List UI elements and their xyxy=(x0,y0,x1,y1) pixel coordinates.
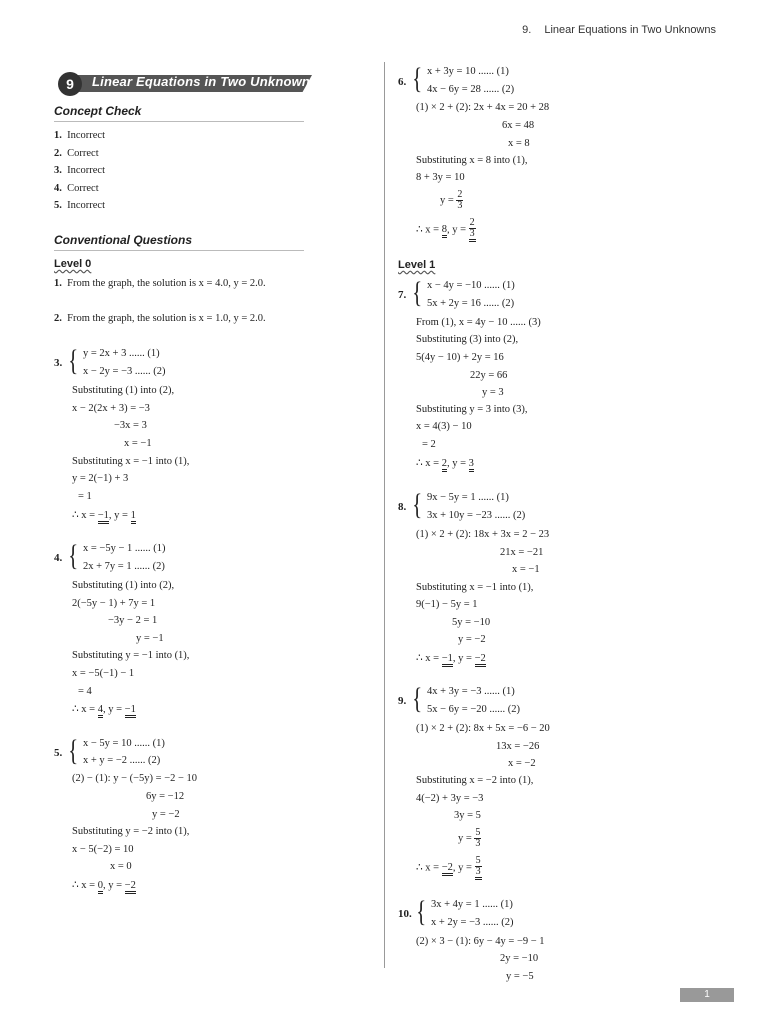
step: x = 8 xyxy=(508,138,530,149)
step: 21x = −21 xyxy=(500,547,544,558)
answer: ∴ x = −2, y = $\frac{5}{3}$ xyxy=(416,856,482,880)
question-2: 2. From the graph, the solution is x = 1.0, y = 2.0. xyxy=(54,313,266,324)
equation: y = 2x + 3 ...... (1) xyxy=(83,348,160,359)
step: Substituting y = −1 into (1), xyxy=(72,650,190,661)
question-6-number: 6. xyxy=(398,76,407,88)
answer: ∴ x = 0, y = −2 xyxy=(72,879,136,891)
step: 9(−1) − 5y = 1 xyxy=(416,599,478,610)
step: 13x = −26 xyxy=(496,741,540,752)
step: Substituting y = 3 into (3), xyxy=(416,404,528,415)
answer: ∴ x = −1, y = −2 xyxy=(416,652,486,664)
question-5-number: 5. xyxy=(54,747,63,759)
question-9-number: 9. xyxy=(398,695,407,707)
brace: { xyxy=(412,62,423,95)
step: 5(4y − 10) + 2y = 16 xyxy=(416,352,504,363)
concept-item: 3. Incorrect xyxy=(54,165,106,176)
step: 3y = 5 xyxy=(454,810,481,821)
step: x − 5(−2) = 10 xyxy=(72,844,134,855)
step: (2) × 3 − (1): 6y − 4y = −9 − 1 xyxy=(416,936,545,947)
equation: 9x − 5y = 1 ...... (1) xyxy=(427,492,509,503)
answer: ∴ x = 2, y = 3 xyxy=(416,457,474,469)
chapter-badge: 9 xyxy=(58,72,82,96)
step: x = 4(3) − 10 xyxy=(416,421,472,432)
step: (1) × 2 + (2): 2x + 4x = 20 + 28 xyxy=(416,102,550,113)
step: 2y = −10 xyxy=(500,953,539,964)
concept-item: 5. Incorrect xyxy=(54,200,106,211)
brace: { xyxy=(416,895,427,928)
step: y = −5 xyxy=(506,971,534,982)
page-number: 1 xyxy=(680,988,734,1002)
level-1-heading: Level 1 xyxy=(398,259,436,271)
level-0-heading: Level 0 xyxy=(54,258,92,270)
brace: { xyxy=(68,734,79,767)
equation: x = −5y − 1 ...... (1) xyxy=(83,543,166,554)
step: Substituting x = −2 into (1), xyxy=(416,775,534,786)
answer: ∴ x = 8, y = $\frac{2}{3}$ xyxy=(416,218,476,242)
question-8-number: 8. xyxy=(398,501,407,513)
step: (1) × 2 + (2): 8x + 5x = −6 − 20 xyxy=(416,723,550,734)
equation: 4x + 3y = −3 ...... (1) xyxy=(427,686,515,697)
question-10-number: 10. xyxy=(398,908,412,920)
brace: { xyxy=(68,539,79,572)
concept-check-heading: Concept Check xyxy=(54,104,142,118)
equation: 4x − 6y = 28 ...... (2) xyxy=(427,84,515,95)
equation: 3x + 10y = −23 ...... (2) xyxy=(427,510,526,521)
concept-item: 1. Incorrect xyxy=(54,130,106,141)
equation: 3x + 4y = 1 ...... (1) xyxy=(431,899,513,910)
conventional-heading: Conventional Questions xyxy=(54,233,193,247)
chapter-title: Linear Equations in Two Unknowns xyxy=(92,74,318,89)
step: y = $\frac{5}{3}$ xyxy=(458,827,481,849)
concept-item: 4. Correct xyxy=(54,183,99,194)
step: x = −1 xyxy=(512,564,540,575)
step: y = $\frac{2}{3}$ xyxy=(440,189,463,211)
step: x − 2(2x + 3) = −3 xyxy=(72,403,150,414)
equation: 5x − 6y = −20 ...... (2) xyxy=(427,704,521,715)
step: 6x = 48 xyxy=(502,120,535,131)
equation: x + 2y = −3 ...... (2) xyxy=(431,917,514,928)
step: From (1), x = 4y − 10 ...... (3) xyxy=(416,317,541,328)
answer: ∴ x = 4, y = −1 xyxy=(72,703,136,715)
step: (1) × 2 + (2): 18x + 3x = 2 − 23 xyxy=(416,529,550,540)
header-chapter-number: 9. xyxy=(522,24,532,36)
step: 8 + 3y = 10 xyxy=(416,172,465,183)
equation: x + 3y = 10 ...... (1) xyxy=(427,66,509,77)
question-4-number: 4. xyxy=(54,552,63,564)
equation: 2x + 7y = 1 ...... (2) xyxy=(83,561,165,572)
brace: { xyxy=(412,682,423,715)
step: (2) − (1): y − (−5y) = −2 − 10 xyxy=(72,773,198,784)
step: Substituting (3) into (2), xyxy=(416,334,519,345)
equation: 5x + 2y = 16 ...... (2) xyxy=(427,298,515,309)
running-header xyxy=(522,24,716,36)
step: = 1 xyxy=(78,491,92,502)
step: 6y = −12 xyxy=(146,791,185,802)
step: 2(−5y − 1) + 7y = 1 xyxy=(72,598,156,609)
concept-item: 2. Correct xyxy=(54,148,99,159)
equation: x − 5y = 10 ...... (1) xyxy=(83,738,165,749)
step: x = −1 xyxy=(124,438,152,449)
step: Substituting (1) into (2), xyxy=(72,580,175,591)
step: −3x = 3 xyxy=(114,420,147,431)
step: 5y = −10 xyxy=(452,617,491,628)
step: = 4 xyxy=(78,686,92,697)
step: Substituting y = −2 into (1), xyxy=(72,826,190,837)
step: y = −1 xyxy=(136,633,164,644)
equation: x − 2y = −3 ...... (2) xyxy=(83,366,166,377)
step: = 2 xyxy=(422,439,436,450)
question-7-number: 7. xyxy=(398,289,407,301)
section-rule xyxy=(54,121,304,122)
step: Substituting (1) into (2), xyxy=(72,385,175,396)
question-1: 1. From the graph, the solution is x = 4.0, y = 2.0. xyxy=(54,278,266,289)
header-chapter-title: Linear Equations in Two Unknowns xyxy=(544,24,716,36)
step: y = 3 xyxy=(482,387,504,398)
step: y = −2 xyxy=(152,809,180,820)
step: Substituting x = 8 into (1), xyxy=(416,155,528,166)
question-3-number: 3. xyxy=(54,357,63,369)
step: x = −5(−1) − 1 xyxy=(72,668,135,679)
brace: { xyxy=(412,276,423,309)
step: 22y = 66 xyxy=(470,370,508,381)
step: x = −2 xyxy=(508,758,536,769)
answer: ∴ x = −1, y = 1 xyxy=(72,509,136,521)
step: y = −2 xyxy=(458,634,486,645)
step: Substituting x = −1 into (1), xyxy=(72,456,190,467)
equation: x + y = −2 ...... (2) xyxy=(83,755,161,766)
step: −3y − 2 = 1 xyxy=(108,615,158,626)
equation: x − 4y = −10 ...... (1) xyxy=(427,280,515,291)
column-divider xyxy=(384,62,385,968)
step: x = 0 xyxy=(110,861,132,872)
brace: { xyxy=(412,488,423,521)
section-rule xyxy=(54,250,304,251)
step: Substituting x = −1 into (1), xyxy=(416,582,534,593)
step: 4(−2) + 3y = −3 xyxy=(416,793,484,804)
brace: { xyxy=(68,344,79,377)
step: y = 2(−1) + 3 xyxy=(72,473,129,484)
